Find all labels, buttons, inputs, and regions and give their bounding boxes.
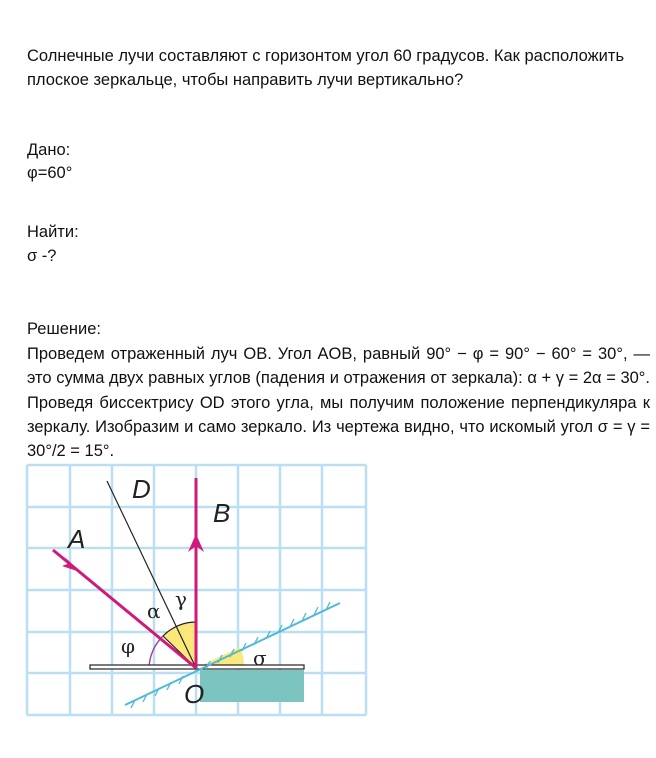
label-alpha: α [147, 599, 161, 623]
label-a: A [68, 524, 86, 554]
solution-label: Решение: [27, 320, 101, 338]
solution-text: Проведем отраженный луч OB. Угол AOB, равный 90° − φ = 90° − 60° = 30°, — это сумма двух равных углов (падения и отражения от зеркала): α + γ = 2α = 30°. Проведя биссектрису OD этого угла, мы получим положение перпендикуляра к зеркалу. Изобразим и само зеркало. Из чертежа видно, что искомый угол σ = γ = 30°/2 = 15°. [27, 345, 650, 461]
problem-text: Солнечные лучи составляют с горизонтом угол 60 градусов. Как расположить плоское зеркальце, чтобы направить лучи вертикально? [27, 47, 625, 89]
label-sigma: σ [253, 646, 267, 670]
label-b: B [213, 498, 231, 528]
given-value: φ=60° [27, 164, 73, 182]
find-label: Найти: [27, 223, 79, 241]
label-phi: φ [121, 634, 136, 658]
base-block [200, 670, 304, 702]
label-o: O [184, 679, 205, 709]
given-label: Дано: [27, 141, 71, 159]
label-gamma: γ [175, 587, 187, 611]
label-d: D [132, 474, 151, 504]
find-value: σ -? [27, 247, 57, 265]
reflection-diagram [0, 460, 400, 758]
